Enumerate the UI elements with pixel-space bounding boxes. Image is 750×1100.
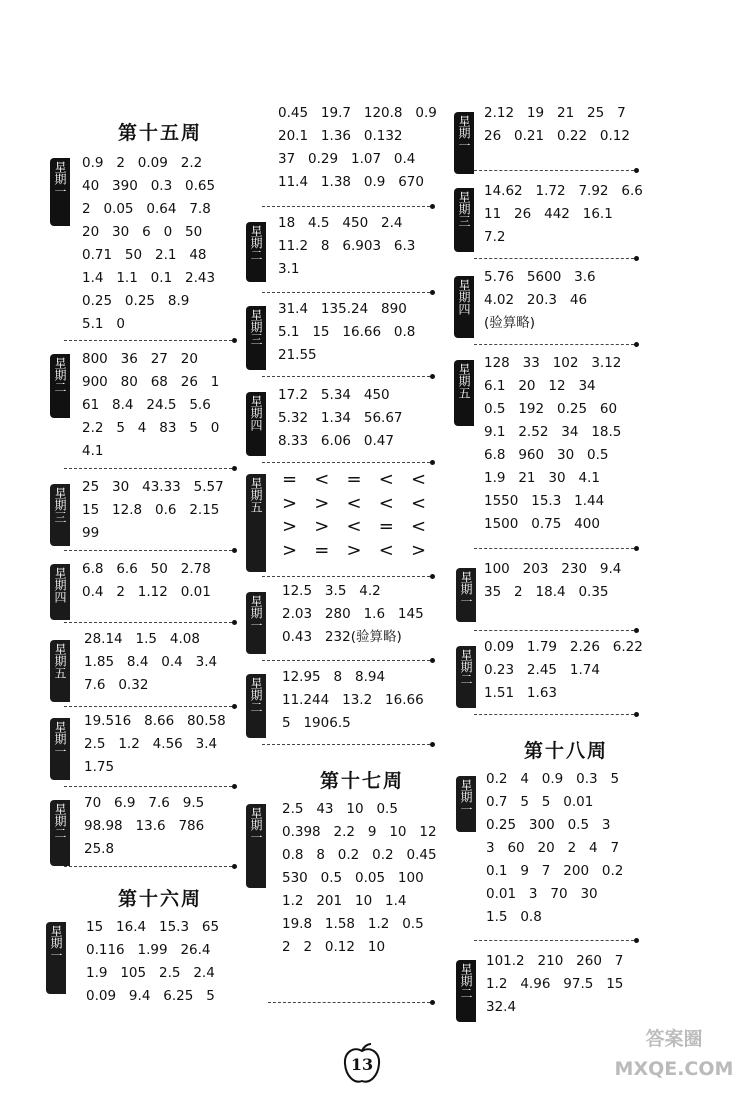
w17-mon-answers: [282, 798, 437, 959]
w16-wed-answers: [278, 298, 415, 367]
answer-line: 15 16.4 15.3 65: [86, 919, 220, 935]
answer-line: 1.2 4.96 97.5 15: [486, 976, 624, 992]
w17-extra-a-answers: [484, 558, 621, 604]
answer-line: 0.25 0.25 8.9: [82, 293, 190, 309]
answer-line: 98.98 13.6 786: [84, 818, 205, 834]
answer-line: 99: [82, 525, 100, 541]
answer-line: 0.09 1.79 2.26 6.22: [484, 639, 643, 655]
answer-line: 5 1906.5: [282, 715, 351, 731]
answer-line: 530 0.5 0.05 100: [282, 870, 424, 886]
answer-line: 0.398 2.2 9 10 12: [282, 824, 437, 840]
tab-w17-extra-a: 星期一: [456, 568, 476, 622]
answer-line: 2 2 0.12 10: [282, 939, 386, 955]
w16-mon-answers: [86, 916, 219, 1008]
divider: [64, 866, 232, 867]
divider: [64, 468, 232, 469]
answer-line: = < = < <: [282, 469, 427, 490]
divider: [262, 744, 430, 745]
answer-line: 21.55: [278, 347, 317, 363]
w17-fri-answers: [484, 352, 621, 536]
answer-line: 900 80 68 26 1: [82, 374, 220, 390]
week-18-heading: 第十八周: [524, 740, 609, 762]
answer-line: 0.1 9 7 200 0.2: [486, 863, 624, 879]
w17-wed-answers: [484, 180, 643, 249]
tab-thursday-w17: 星期四: [454, 276, 474, 338]
answer-line: 2.12 19 21 25 7: [484, 105, 626, 121]
tab-thursday-w15: 星期四: [50, 564, 70, 620]
divider: [262, 660, 430, 661]
tab-monday-w15: 星期一: [50, 158, 70, 226]
tab-tuesday-w18: 星期二: [456, 960, 476, 1022]
tab-friday-w15: 星期五: [50, 640, 70, 702]
divider: [268, 1002, 430, 1003]
answer-line: 0.2 4 0.9 0.3 5: [486, 771, 620, 787]
divider: [474, 714, 634, 715]
answer-line: 17.2 5.34 450: [278, 387, 390, 403]
answer-line: 25 30 43.33 5.57: [82, 479, 224, 495]
tab-friday-w16: 星期五: [246, 474, 266, 572]
answer-line: 28.14 1.5 4.08: [84, 631, 200, 647]
tab-monday-w18a: 星期一: [454, 112, 474, 174]
answer-line: 1.51 1.63: [484, 685, 557, 701]
answer-line: 0.01 3 70 30: [486, 886, 598, 902]
answer-line: 12.5 3.5 4.2: [282, 583, 381, 599]
answer-line: 70 6.9 7.6 9.5: [84, 795, 205, 811]
divider: [64, 706, 232, 707]
w15-thu-answers: [82, 558, 211, 604]
tab-wednesday-w17: 星期三: [454, 188, 474, 252]
w18-mon-answers: [486, 768, 623, 929]
answer-line: 0.116 1.99 26.4: [86, 942, 211, 958]
answer-line: 20.1 1.36 0.132: [278, 128, 403, 144]
answer-line: 19.8 1.58 1.2 0.5: [282, 916, 424, 932]
w15-wed-answers: [82, 476, 224, 545]
answer-line: > > < < <: [282, 492, 427, 514]
divider: [474, 170, 634, 171]
divider: [474, 630, 634, 631]
answer-line: 3.1: [278, 261, 300, 277]
answer-line: 1500 0.75 400: [484, 516, 600, 532]
answer-line: 2.2 5 4 83 5 0: [82, 420, 220, 436]
tab-monday-w17: 星期一: [246, 804, 266, 888]
answer-line: 32.4: [486, 999, 517, 1015]
w15-extra-c-answers: [278, 102, 437, 194]
answer-line: 0.25 300 0.5 3: [486, 817, 611, 833]
tab-monday-w18: 星期一: [456, 776, 476, 832]
answer-line: 0.45 19.7 120.8 0.9: [278, 105, 437, 121]
w15-fri-answers: [84, 628, 217, 697]
answer-line: 128 33 102 3.12: [484, 355, 622, 371]
answer-line: 31.4 135.24 890: [278, 301, 407, 317]
answer-line: 40 390 0.3 0.65: [82, 178, 216, 194]
week-17-heading: 第十七周: [320, 770, 405, 792]
answer-line: 5.1 15 16.66 0.8: [278, 324, 416, 340]
divider: [474, 548, 634, 549]
w16-thu-answers: [278, 384, 403, 453]
w15-extra-b-answers: [84, 792, 204, 861]
tab-monday-w16: 星期一: [46, 922, 66, 994]
answer-line: 14.62 1.72 7.92 6.6: [484, 183, 643, 199]
answer-line: 1.9 105 2.5 2.4: [86, 965, 215, 981]
answer-line: 11.4 1.38 0.9 670: [278, 174, 424, 190]
answer-line: 7.6 0.32: [84, 677, 149, 693]
answer-line: 100 203 230 9.4: [484, 561, 622, 577]
answer-line: 11.2 8 6.903 6.3: [278, 238, 416, 254]
answer-line: 4.1: [82, 443, 104, 459]
w16-extra-a-answers: [282, 580, 424, 649]
divider: [262, 206, 430, 207]
divider: [64, 622, 232, 623]
divider: [64, 786, 232, 787]
tab-friday-w17: 星期五: [454, 360, 474, 426]
answer-line: 1.75: [84, 759, 115, 775]
answer-line: 6.1 20 12 34: [484, 378, 596, 394]
answer-line: 2.5 1.2 4.56 3.4: [84, 736, 218, 752]
answer-line: (验算略): [484, 315, 536, 331]
w17-thu-answers: [484, 266, 596, 335]
divider: [262, 576, 430, 577]
w17-tue-answers: [484, 102, 630, 148]
tab-tuesday-w15: 星期二: [50, 354, 70, 418]
answer-line: 0.7 5 5 0.01: [486, 794, 594, 810]
answer-line: 1.5 0.8: [486, 909, 542, 925]
tab-w17-extra-b: 星期二: [456, 646, 476, 708]
answer-line: 6.8 6.6 50 2.78: [82, 561, 211, 577]
answer-line: 1.85 8.4 0.4 3.4: [84, 654, 218, 670]
answer-line: 6.8 960 30 0.5: [484, 447, 609, 463]
page-number: 13: [350, 1055, 374, 1074]
answer-line: 8.33 6.06 0.47: [278, 433, 394, 449]
answer-line: > = > < >: [282, 539, 427, 561]
divider: [262, 376, 430, 377]
divider: [64, 340, 232, 341]
w15-extra-a-answers: [84, 710, 226, 779]
w15-tue-answers: [82, 348, 219, 463]
tab-w16-extra-b: 星期二: [246, 674, 266, 738]
answer-line: 61 8.4 24.5 5.6: [82, 397, 211, 413]
answer-line: 0.5 192 0.25 60: [484, 401, 618, 417]
answer-line: 0.23 2.45 1.74: [484, 662, 600, 678]
answer-line: 0.8 8 0.2 0.2 0.45: [282, 847, 437, 863]
answer-line: 11.244 13.2 16.66: [282, 692, 424, 708]
answer-line: 5.32 1.34 56.67: [278, 410, 403, 426]
week-16-heading: 第十六周: [118, 888, 203, 910]
w16-fri-comparisons: [282, 468, 426, 562]
divider: [262, 462, 430, 463]
w18-tue-answers: [486, 950, 623, 1019]
tab-w16-extra-a: 星期一: [246, 592, 266, 654]
divider: [474, 344, 634, 345]
divider: [64, 550, 232, 551]
answer-line: 2.03 280 1.6 145: [282, 606, 424, 622]
answer-line: 5.76 5600 3.6: [484, 269, 596, 285]
answer-line: 9.1 2.52 34 18.5: [484, 424, 622, 440]
tab-w15-extra-a: 星期一: [50, 718, 70, 780]
answer-line: 25.8: [84, 841, 115, 857]
answer-line: 4.02 20.3 46: [484, 292, 588, 308]
answer-line: 1.2 201 10 1.4: [282, 893, 407, 909]
tab-tuesday-w16: 星期二: [246, 222, 266, 282]
answer-line: 15 12.8 0.6 2.15: [82, 502, 220, 518]
answer-line: > > < = <: [282, 516, 427, 537]
w16-extra-b-answers: [282, 666, 424, 735]
tab-wednesday-w16: 星期三: [246, 306, 266, 370]
answer-line: 1.9 21 30 4.1: [484, 470, 600, 486]
tab-thursday-w16: 星期四: [246, 392, 266, 456]
w15-mon-answers: [82, 152, 215, 336]
answer-line: 26 0.21 0.22 0.12: [484, 128, 630, 144]
answer-line: 19.516 8.66 80.58: [84, 713, 226, 729]
answer-line: 0.43 232(验算略): [282, 629, 402, 645]
answer-line: 0.9 2 0.09 2.2: [82, 155, 203, 171]
tab-w15-extra-b: 星期二: [50, 800, 70, 866]
answer-line: 2.5 43 10 0.5: [282, 801, 398, 817]
tab-wednesday-w15: 星期三: [50, 484, 70, 546]
divider: [474, 258, 634, 259]
answer-line: 35 2 18.4 0.35: [484, 584, 609, 600]
answer-line: 5.1 0: [82, 316, 125, 332]
answer-line: 0.71 50 2.1 48: [82, 247, 207, 263]
week-15-heading: 第十五周: [118, 122, 203, 144]
page-number-badge: [340, 1042, 384, 1086]
divider: [262, 292, 430, 293]
answer-line: 18 4.5 450 2.4: [278, 215, 403, 231]
watermark: 答案圈 MXQE.COM: [614, 1028, 734, 1080]
answer-line: 37 0.29 1.07 0.4: [278, 151, 416, 167]
w16-tue-answers: [278, 212, 415, 281]
answer-line: 3 60 20 2 4 7: [486, 840, 620, 856]
answer-line: 0.09 9.4 6.25 5: [86, 988, 215, 1004]
answer-line: 0.4 2 1.12 0.01: [82, 584, 211, 600]
answer-line: 11 26 442 16.1: [484, 206, 613, 222]
w17-extra-b-answers: [484, 636, 643, 705]
answer-line: 2 0.05 0.64 7.8: [82, 201, 211, 217]
answer-line: 20 30 6 0 50: [82, 224, 203, 240]
answer-line: 1.4 1.1 0.1 2.43: [82, 270, 216, 286]
answer-line: 1550 15.3 1.44: [484, 493, 605, 509]
answer-line: 12.95 8 8.94: [282, 669, 386, 685]
divider: [474, 940, 634, 941]
answer-line: 800 36 27 20: [82, 351, 198, 367]
answer-line: 101.2 210 260 7: [486, 953, 624, 969]
answer-line: 7.2: [484, 229, 506, 245]
